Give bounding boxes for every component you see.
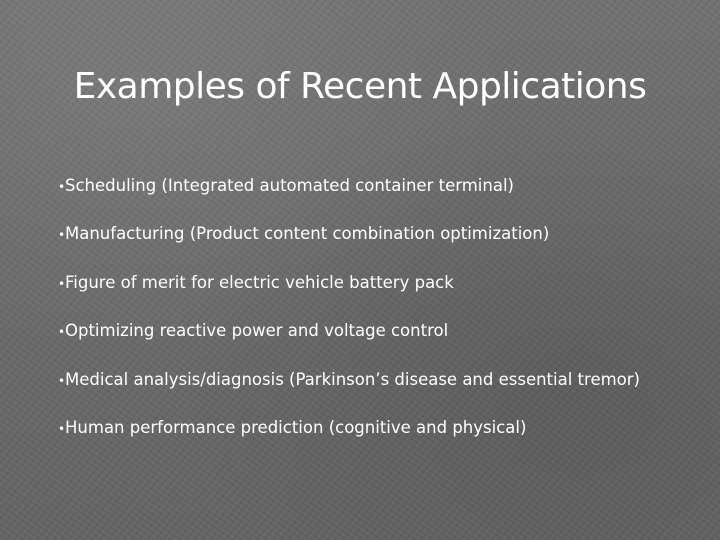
bullet-icon: • bbox=[58, 325, 66, 340]
list-item bbox=[58, 174, 708, 222]
bullet-icon: • bbox=[58, 421, 66, 436]
bullet-icon: • bbox=[58, 228, 66, 243]
list-item-text: Human performance prediction (cognitive and physical) bbox=[65, 417, 527, 437]
list-item bbox=[58, 368, 708, 416]
list-item bbox=[58, 319, 708, 367]
list-item bbox=[58, 416, 708, 464]
slide-title: Examples of Recent Applications bbox=[73, 66, 647, 107]
list-item-text: Optimizing reactive power and voltage control bbox=[65, 321, 449, 341]
bullet-icon: • bbox=[58, 373, 66, 388]
bullet-icon: • bbox=[58, 276, 66, 291]
list-item bbox=[58, 222, 708, 270]
bullet-list bbox=[58, 174, 708, 464]
list-item-text: Medical analysis/diagnosis (Parkinson’s disease and essential tremor) bbox=[65, 369, 640, 389]
list-item-text: Manufacturing (Product content combination optimization) bbox=[65, 224, 550, 244]
list-item bbox=[58, 271, 708, 319]
list-item-text: Scheduling (Integrated automated container terminal) bbox=[65, 176, 514, 195]
bullet-icon: • bbox=[58, 180, 66, 194]
list-item-text: Figure of merit for electric vehicle battery pack bbox=[65, 272, 454, 292]
